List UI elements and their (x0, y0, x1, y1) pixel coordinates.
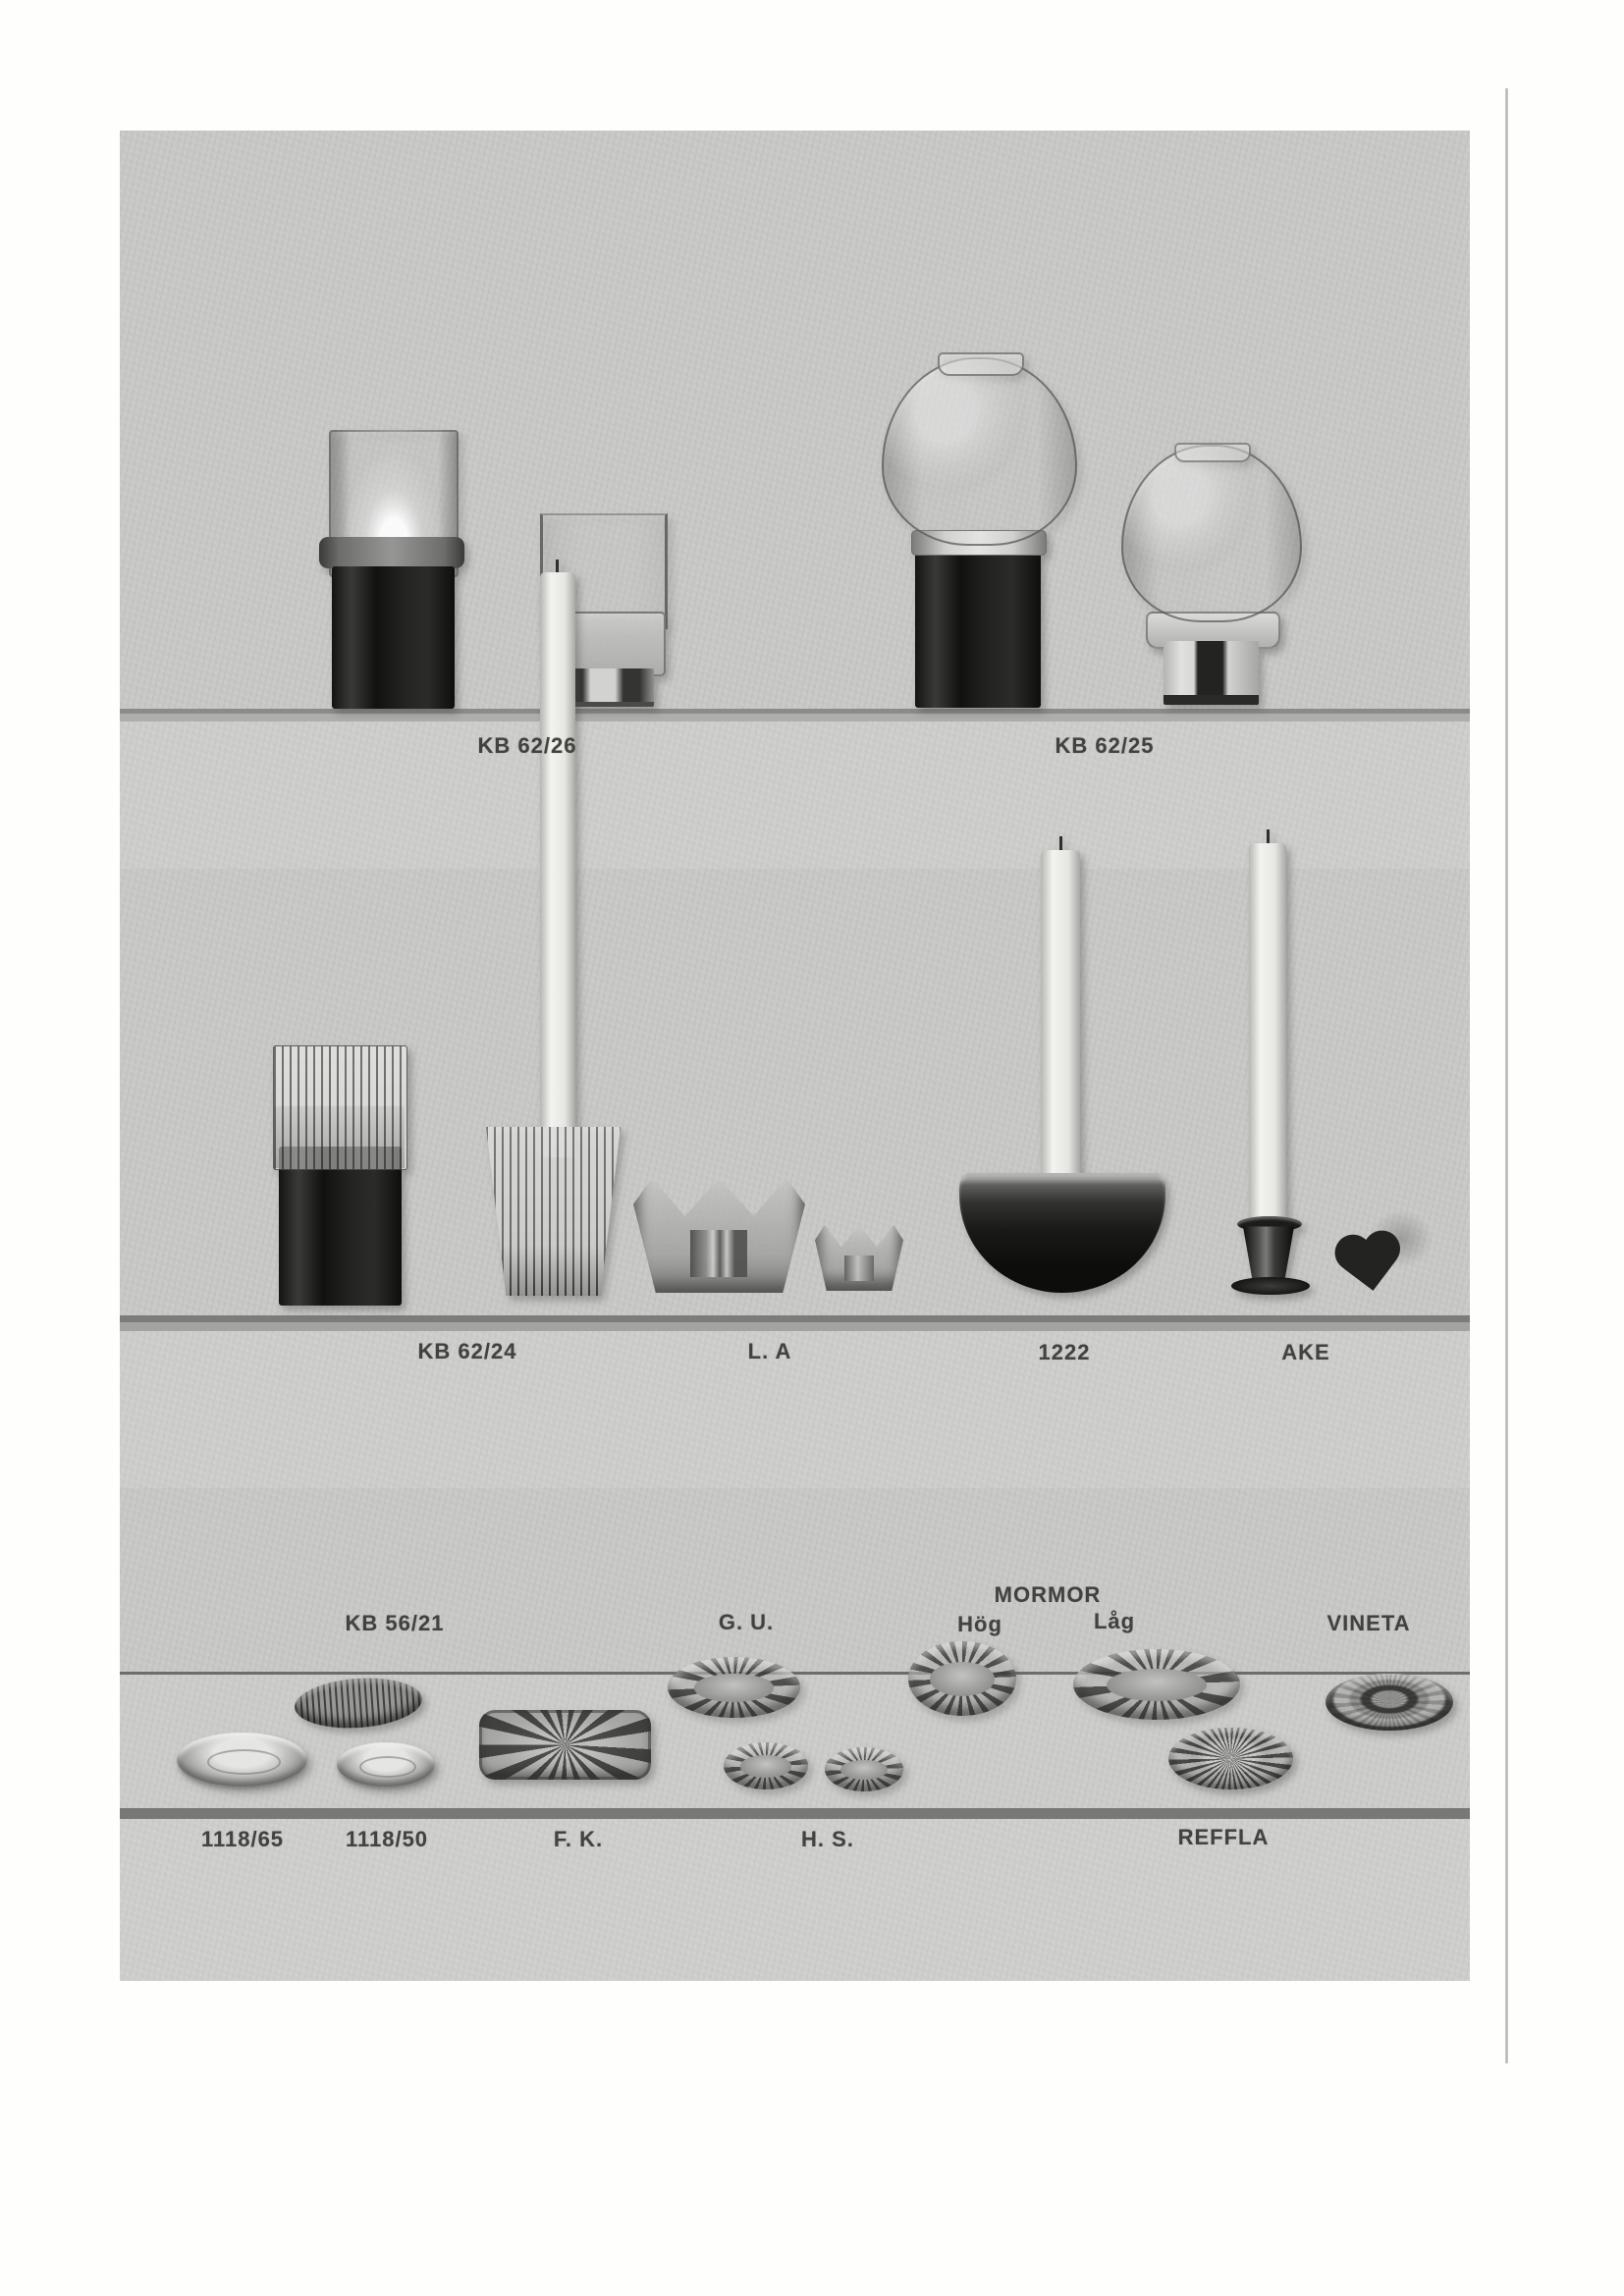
shelf-edge-top (120, 714, 1470, 721)
candle-wick (556, 560, 559, 573)
label-kb-62-25: KB 62/25 (1055, 733, 1155, 758)
smoke-glass-bowl-with-candle (959, 836, 1165, 1293)
shelf-line-middle (120, 1315, 1470, 1322)
candle-wick (1267, 829, 1270, 843)
ribbed-glass-overlay (273, 1045, 407, 1170)
dark-base (915, 538, 1041, 708)
label-h-s: H. S. (801, 1827, 854, 1851)
label-ake: AKE (1281, 1340, 1330, 1364)
small-scalloped-dish-hs-1 (724, 1742, 808, 1789)
glass-saucer-1118-65 (177, 1733, 307, 1787)
candlestick-foot (1231, 1277, 1310, 1295)
globe-opening (938, 352, 1024, 376)
candle (1249, 843, 1286, 1228)
label-reffla: REFFLA (1177, 1825, 1270, 1849)
ribbed-candleholder-dark-tall (273, 1045, 407, 1306)
dark-base (332, 566, 455, 709)
small-scalloped-dish-hs-2 (825, 1747, 903, 1791)
globe-candleholder-clear-base (1119, 445, 1308, 708)
shelf-front-light-2 (120, 1331, 1470, 1488)
ribbed-votive-with-candle (486, 560, 621, 1306)
dark-base (279, 1147, 402, 1306)
candle-socket (690, 1230, 747, 1277)
label-g-u: G. U. (718, 1610, 775, 1634)
scalloped-bowl-hog (908, 1641, 1016, 1716)
ribbed-round-dish-reffla (1168, 1728, 1293, 1789)
candlestick-cup (1243, 1224, 1294, 1285)
label-mormor-hog: Hög (957, 1612, 1002, 1636)
collar (319, 537, 464, 568)
glass-pedestal (1164, 641, 1259, 705)
heart-shaped-holder (1329, 1229, 1410, 1304)
label-f-k: F. K. (553, 1827, 604, 1851)
label-kb-62-24: KB 62/24 (417, 1339, 517, 1363)
candle-socket (844, 1255, 874, 1281)
label-1118-65: 1118/65 (200, 1827, 285, 1851)
round-ashtray-vineta (1326, 1674, 1453, 1731)
candle (1041, 850, 1080, 1213)
hurricane-candleholder-dark-tall (329, 430, 472, 709)
catalog-photo-plate (120, 131, 1470, 1981)
label-kb-56-21: KB 56/21 (345, 1611, 445, 1635)
crown-votive-large (633, 1173, 805, 1293)
candle-wick (1059, 836, 1062, 850)
small-candlestick-with-candle (1237, 829, 1333, 1299)
candle (540, 572, 575, 1157)
scalloped-ashtray-gu (668, 1657, 800, 1718)
globe-candleholder-dark-base (882, 355, 1076, 709)
label-kb-62-26: KB 62/26 (477, 733, 577, 758)
smoke-bowl (959, 1173, 1165, 1293)
glass-globe (882, 357, 1077, 546)
scalloped-dish-lag (1073, 1649, 1240, 1720)
label-1222: 1222 (1038, 1340, 1091, 1364)
page-crease-line (1505, 88, 1508, 2063)
label-1118-50: 1118/50 (345, 1827, 429, 1851)
globe-opening (1174, 443, 1251, 462)
label-mormor: MORMOR (994, 1582, 1102, 1607)
glass-globe (1121, 445, 1302, 622)
label-vineta: VINETA (1326, 1611, 1411, 1635)
shelf-edge-middle (120, 1322, 1470, 1331)
ribbed-votive-cup (486, 1127, 621, 1296)
glass-saucer-1118-50 (337, 1742, 435, 1787)
label-l-a: L. A (747, 1339, 792, 1363)
label-mormor-lag: Låg (1093, 1609, 1136, 1633)
crown-votive-small (815, 1222, 903, 1291)
shelf-line-thick (120, 1808, 1470, 1819)
rectangular-scalloped-dish-fk (479, 1710, 651, 1780)
